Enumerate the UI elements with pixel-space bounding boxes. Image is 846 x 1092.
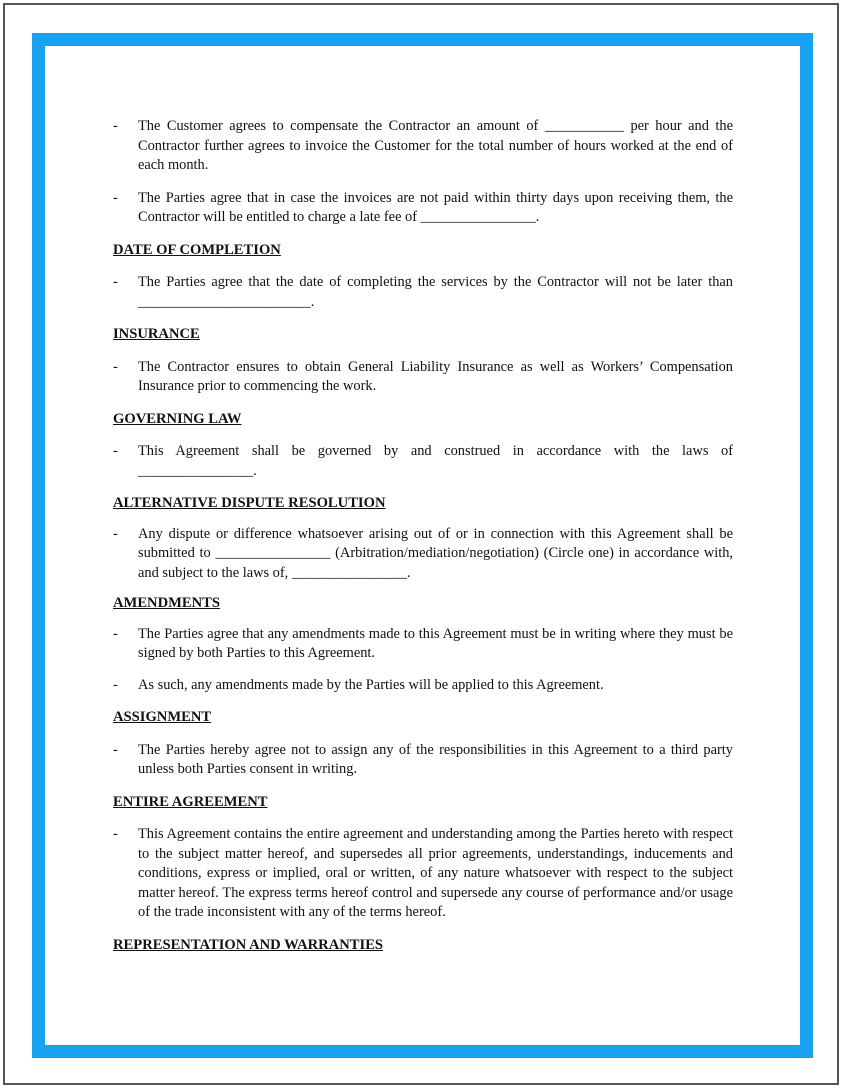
bullet-text: The Parties agree that in case the invoices are not paid within thirty days upon receiving them, the Contractor will be entitled to charge a late fee of ________________. [138,189,733,225]
bullet-text: The Parties hereby agree not to assign any of the responsibilities in this Agreement to a third party unless both Parties consent in writing. [138,741,733,777]
bullet-marker: - [113,741,118,758]
section-heading-governing-law: GOVERNING LAW [113,410,242,427]
dispute-bullet [113,525,733,584]
completion-bullet [113,273,733,312]
bullet-text: The Customer agrees to compensate the Contractor an amount of ___________ per hour and the Contractor further agrees to invoice the Customer for the total number of hours worked at the end of each month. [138,118,733,173]
governing-law-bullet [113,442,733,481]
bullet-text: The Contractor ensures to obtain General Liability Insurance as well as Workers’ Compensation Insurance prior to commencing the work. [138,358,733,394]
bullet-text: This Agreement shall be governed by and construed in accordance with the laws of ________________. [138,443,733,479]
assignment-bullet [113,741,733,780]
bullet-marker: - [113,826,118,842]
bullet-text: This Agreement contains the entire agreement and understanding among the Parties hereto with respect to the subject matter hereof, and supersedes all prior agreements, understandings, inducements and conditions, express or implied, oral or written, of any nature whatsoever with respect to the subject matter hereof. The express terms hereof control and supersede any course of performance and/or usage of the trade inconsistent with any of the terms hereof. [138,826,733,920]
section-heading-date-of-completion: DATE OF COMPLETION [113,241,281,258]
section-heading-insurance: INSURANCE [113,326,200,342]
section-heading-assignment: ASSIGNMENT [113,709,212,725]
entire-agreement-bullet [113,825,733,923]
late-fee-bullet [113,189,733,228]
bullet-text: The Parties agree that any amendments made to this Agreement must be in writing where they must be signed by both Parties to this Agreement. [138,625,733,661]
bullet-marker: - [113,118,118,134]
insurance-bullet [113,358,733,397]
bullet-text: As such, any amendments made by the Parties will be applied to this Agreement. [138,676,604,693]
section-heading-entire-agreement: ENTIRE AGREEMENT [113,793,268,810]
bullet-marker: - [113,525,118,542]
payment-bullet [113,117,733,176]
section-heading-representation-warranties: REPRESENTATION AND WARRANTIES [113,936,384,953]
bullet-marker: - [113,189,118,206]
document-body [113,117,733,955]
section-heading-amendments: AMENDMENTS [113,595,221,611]
section-heading-dispute-resolution: ALTERNATIVE DISPUTE RESOLUTION [113,495,386,511]
bullet-marker: - [113,676,118,693]
bullet-marker: - [113,274,118,290]
amendments-bullet [113,676,733,696]
amendments-bullet [113,625,733,664]
bullet-marker: - [113,358,118,375]
bullet-text: Any dispute or difference whatsoever arising out of or in connection with this Agreement shall be submitted to ________________ (Arbitration/mediation/negotiation) (Circle one) in accordance with, and subject to the laws of, ________________. [138,525,733,581]
bullet-text: The Parties agree that the date of completing the services by the Contractor will not be later than ________________________. [138,274,733,310]
bullet-marker: - [113,625,118,642]
bullet-marker: - [113,443,118,459]
